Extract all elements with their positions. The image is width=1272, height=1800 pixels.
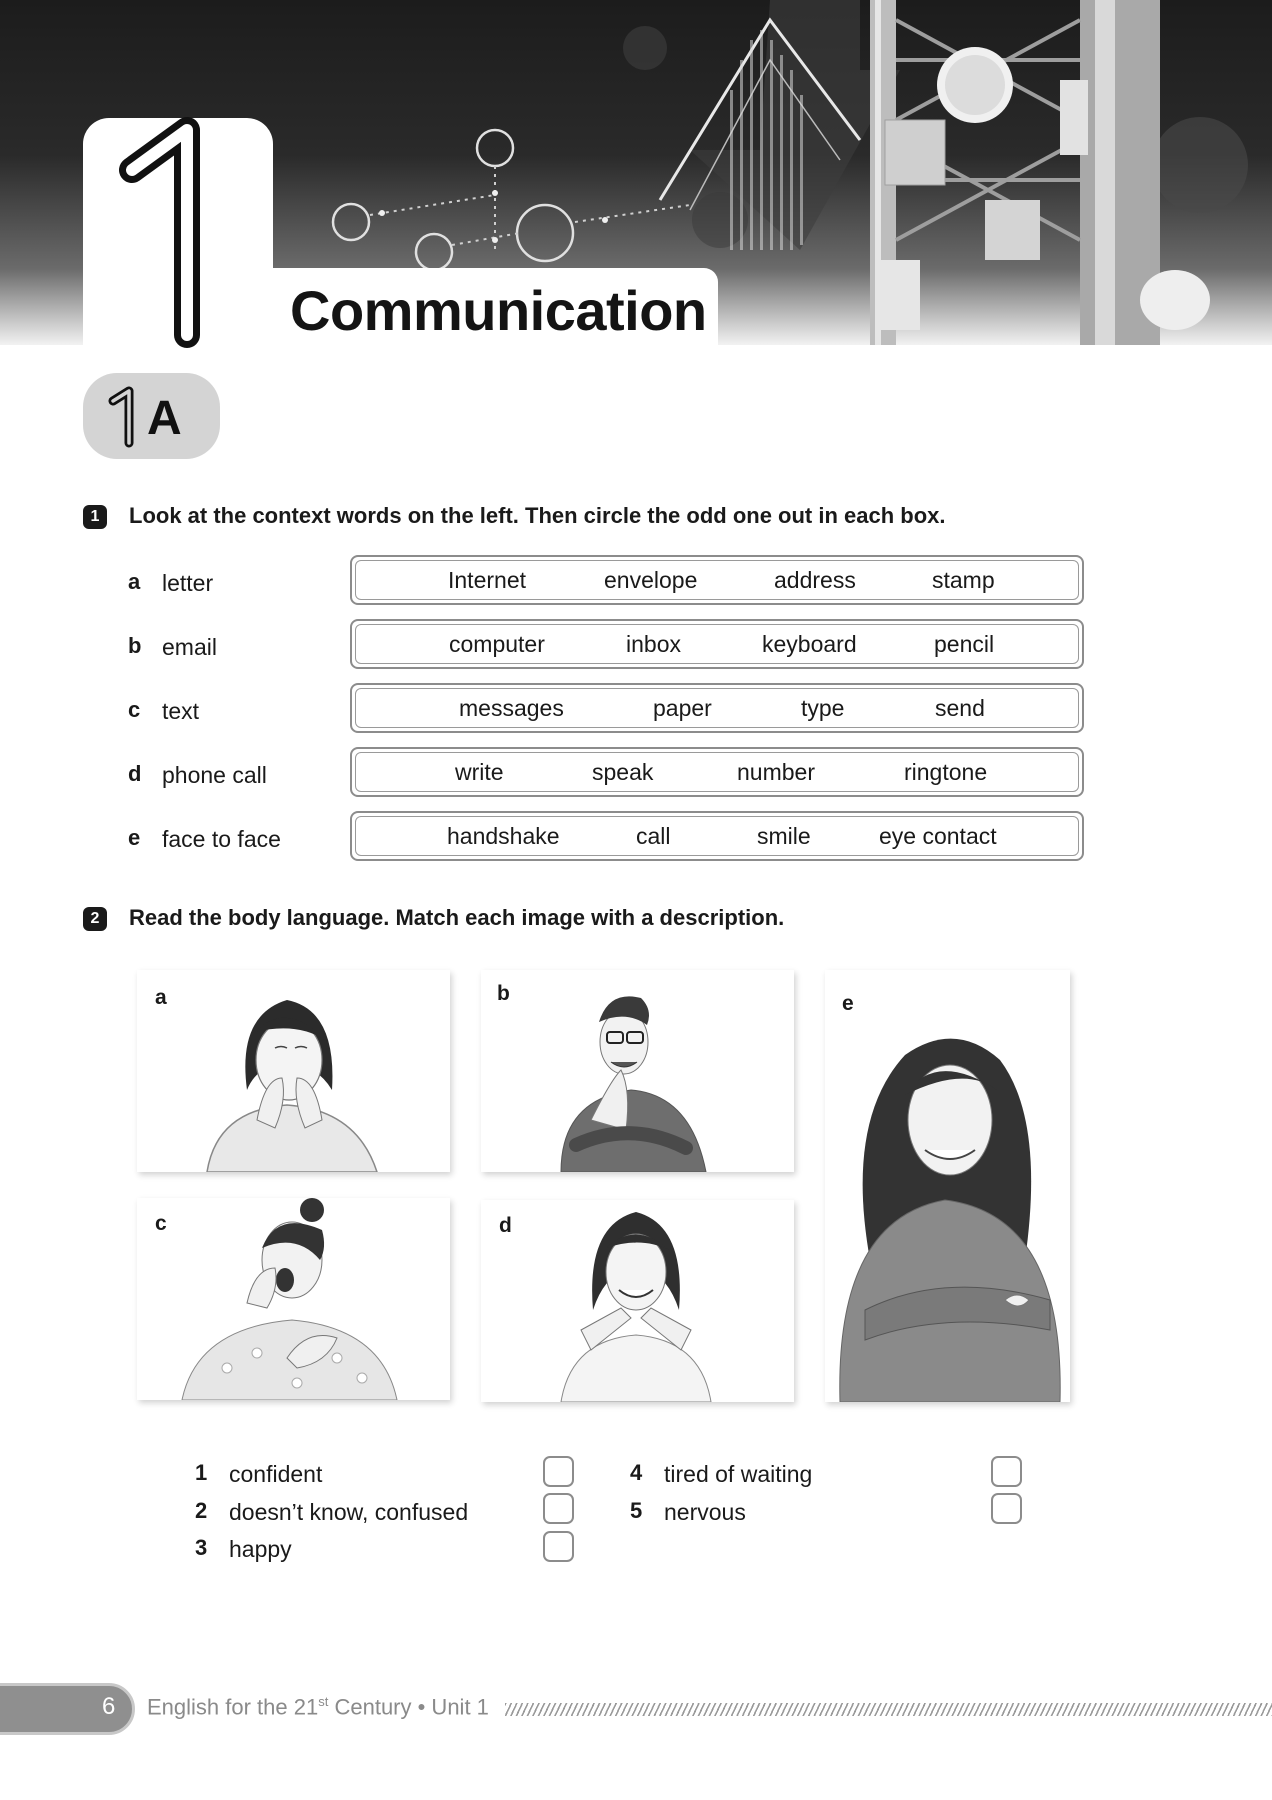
context-word: face to face: [162, 826, 281, 852]
photo-e: [825, 970, 1070, 1402]
word-box-e: [350, 811, 1084, 861]
book-title-sup: st: [318, 1694, 329, 1709]
answer-box-1[interactable]: [543, 1456, 574, 1487]
word-option[interactable]: ringtone: [904, 759, 988, 785]
book-title-suffix: Century • Unit 1: [328, 1694, 489, 1720]
description-number: 4: [630, 1460, 643, 1485]
word-option[interactable]: messages: [459, 695, 564, 721]
description-number: 2: [195, 1498, 208, 1523]
exercise-1-instruction: Look at the context words on the left. Then circle the odd one out in each box.: [129, 503, 946, 528]
row-letter: b: [128, 633, 142, 658]
description-text: happy: [229, 1536, 292, 1562]
word-option[interactable]: inbox: [626, 631, 681, 657]
yawning-woman-illustration: [137, 1198, 450, 1400]
lesson-badge: [83, 373, 220, 459]
description-number: 1: [195, 1460, 208, 1485]
photo-a: [137, 970, 450, 1172]
photo-c: [137, 1198, 450, 1400]
description-text: nervous: [664, 1499, 746, 1525]
word-option[interactable]: computer: [449, 631, 545, 657]
unit-number-graphic: [112, 110, 232, 350]
photo-d: [481, 1200, 794, 1402]
description-text: tired of waiting: [664, 1461, 813, 1487]
word-option[interactable]: speak: [592, 759, 654, 785]
word-option[interactable]: smile: [757, 823, 811, 849]
description-number: 3: [195, 1535, 208, 1560]
confused-man-thinking-illustration: [481, 970, 794, 1172]
photo-letter: d: [499, 1214, 512, 1237]
happy-woman-hands-under-chin-illustration: [481, 1200, 794, 1402]
book-title: [147, 1694, 489, 1720]
photo-letter: a: [155, 986, 167, 1009]
exercise-2-instruction: Read the body language. Match each image with a description.: [129, 905, 785, 930]
lesson-number-graphic: [107, 385, 147, 449]
nervous-woman-biting-nails-illustration: [137, 970, 450, 1172]
footer-hatch-line: [505, 1703, 1272, 1716]
word-option[interactable]: keyboard: [762, 631, 857, 657]
lesson-letter: A: [147, 392, 182, 445]
word-option[interactable]: Internet: [448, 567, 526, 593]
answer-box-5[interactable]: [991, 1493, 1022, 1524]
word-box-a: [350, 555, 1084, 605]
row-letter: e: [128, 825, 141, 850]
answer-box-4[interactable]: [991, 1456, 1022, 1487]
photo-b: [481, 970, 794, 1172]
confident-woman-arms-crossed-illustration: [825, 970, 1070, 1402]
unit-title: Communication: [290, 279, 707, 342]
word-option[interactable]: eye contact: [879, 823, 997, 849]
word-option[interactable]: write: [455, 759, 504, 785]
word-option[interactable]: send: [935, 695, 985, 721]
page-number: 6: [102, 1693, 116, 1720]
word-option[interactable]: paper: [653, 695, 712, 721]
word-box-d: [350, 747, 1084, 797]
word-option[interactable]: pencil: [934, 631, 995, 657]
description-text: doesn’t know, confused: [229, 1499, 469, 1525]
photo-letter: c: [155, 1212, 167, 1235]
row-letter: a: [128, 569, 141, 594]
word-option[interactable]: number: [737, 759, 815, 785]
word-box-b: [350, 619, 1084, 669]
row-letter: d: [128, 761, 142, 786]
word-option[interactable]: call: [636, 823, 671, 849]
book-title-prefix: English for the 21: [147, 1694, 319, 1720]
context-word: letter: [162, 570, 214, 596]
word-box-c: [350, 683, 1084, 733]
word-option[interactable]: address: [774, 567, 856, 593]
photo-letter: e: [842, 992, 854, 1015]
context-word: email: [162, 634, 217, 660]
exercise-2-number: 2: [83, 907, 107, 931]
word-option[interactable]: type: [801, 695, 845, 721]
context-word: text: [162, 698, 200, 724]
word-option[interactable]: handshake: [447, 823, 560, 849]
word-option[interactable]: envelope: [604, 567, 698, 593]
description-number: 5: [630, 1498, 643, 1523]
photo-letter: b: [497, 982, 510, 1005]
exercise-1-number: 1: [83, 505, 107, 529]
word-option[interactable]: stamp: [932, 567, 995, 593]
description-text: confident: [229, 1461, 323, 1487]
row-letter: c: [128, 697, 141, 722]
context-word: phone call: [162, 762, 267, 788]
answer-box-3[interactable]: [543, 1531, 574, 1562]
answer-box-2[interactable]: [543, 1493, 574, 1524]
